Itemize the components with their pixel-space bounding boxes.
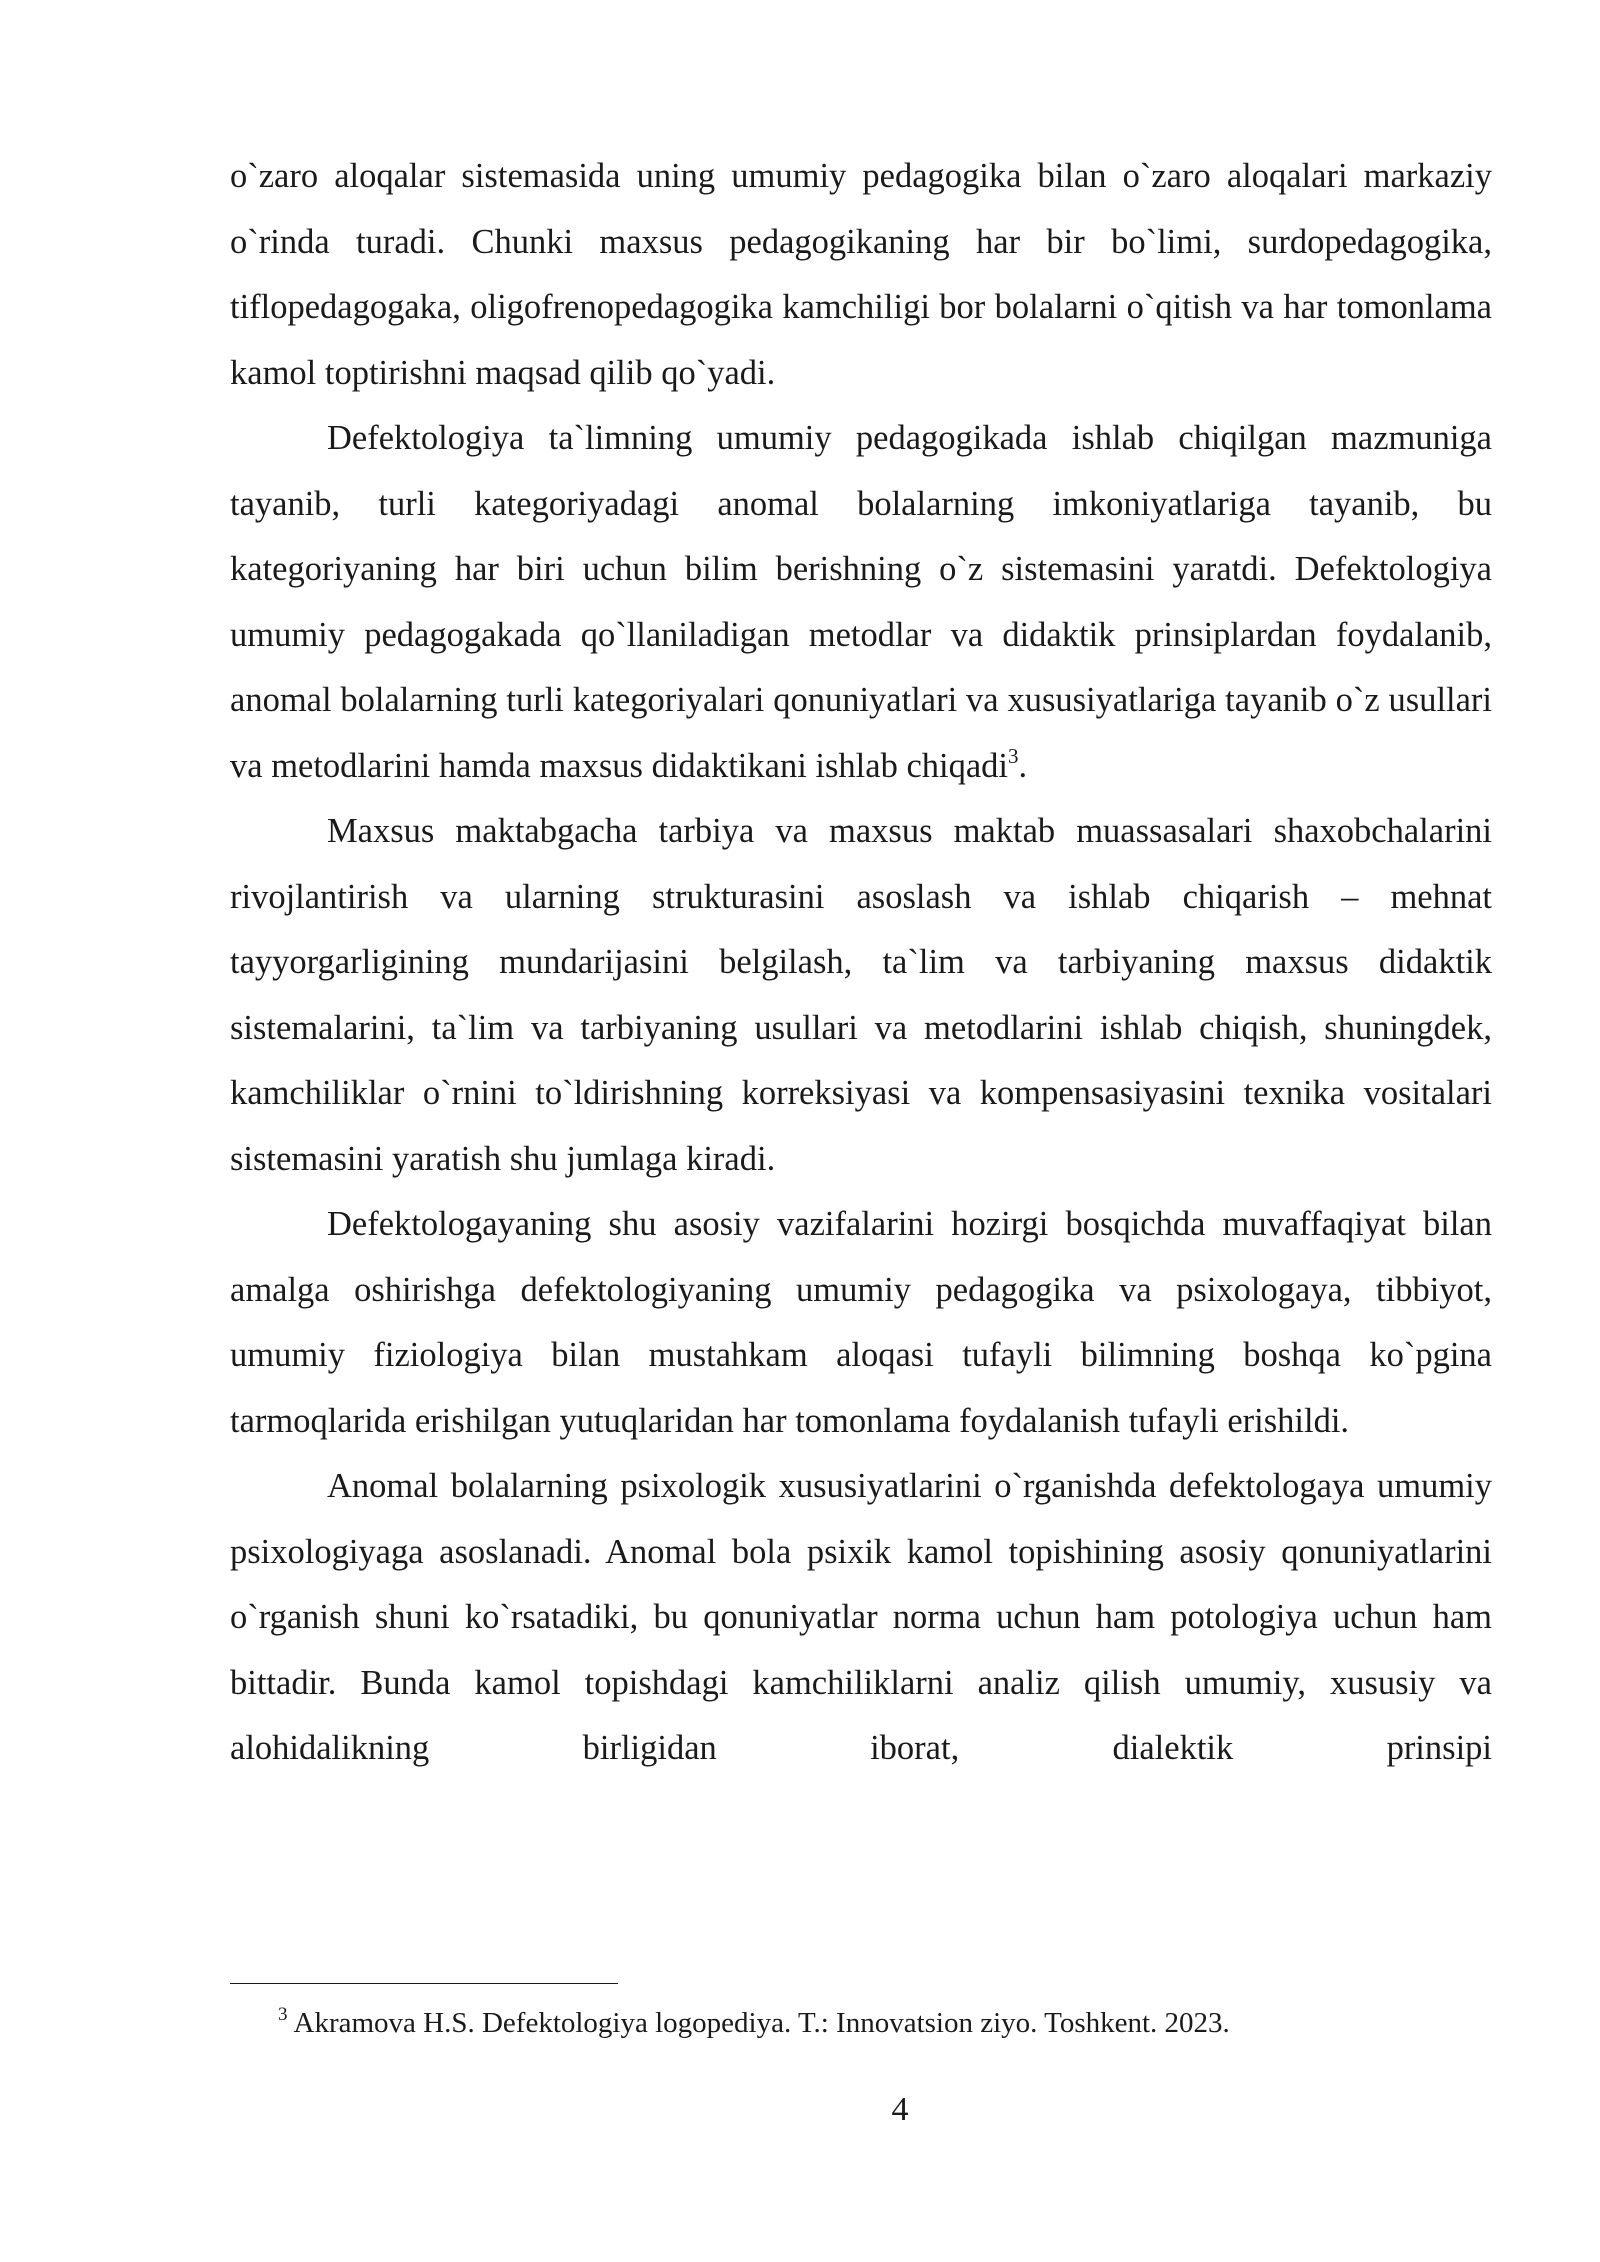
footnote-number: 3 (278, 2004, 288, 2025)
paragraph (230, 406, 1492, 799)
footnote-text: Akramova H.S. Defektologiya logopediya. T.: Innovatsion ziyo. Toshkent. 2023. (293, 2007, 1230, 2039)
footnote-reference[interactable]: 3 (1008, 743, 1019, 768)
paragraph: Anomal bolalarning psixologik xususiyatlarini o`rganishda defektologaya umumiy psixologiyaga asoslanadi. Anomal bola psixik kamol topishining asosiy qonuniyatlarini o`rganish shuni ko`rsatadiki, bu qonuniyatlar norma uchun ham potologiya uchun ham bittadir. Bunda kamol topishdagi kamchiliklarni analiz qilish umumiy, xususiy va alohidalikning birligidan iborat, dialektik prinsipi (230, 1467, 1492, 1767)
paragraph: Defektologayaning shu asosiy vazifalarini hozirgi bosqichda muvaffaqiyat bilan amalga oshirishga defektologiyaning umumiy pedagogika va psixologaya, tibbiyot, umumiy fiziologiya bilan mustahkam aloqasi tufayli bilimning boshqa ko`pgina tarmoqlarida erishilgan yutuqlaridan har tomonlama foydalanish tufayli erishildi. (230, 1205, 1492, 1440)
page-number: 4 (891, 2091, 909, 2128)
paragraph-end-punctuation: . (1018, 746, 1028, 785)
footnote-separator (230, 1983, 618, 1984)
body-text (230, 144, 1492, 1782)
paragraph-text: Defektologiya ta`limning umumiy pedagogikada ishlab chiqilgan mazmuniga tayanib, turli kategoriyadagi anomal bolalarning imkoniyatlariga tayanib, bu kategoriyaning har biri uchun bilim berishning o`z sistemasini yaratdi. Defektologiya umumiy pedagogakada qo`llaniladigan metodlar va didaktik prinsiplardan foydalanib, anomal bolalarning turli kategoriyalari qonuniyatlari va xususiyatlariga tayanib o`z usullari va metodlarini hamda maxsus didaktikani ishlab chiqadi (230, 419, 1492, 785)
page-number-container (0, 2088, 1600, 2132)
footnote (278, 2003, 1478, 2043)
paragraph-continued: o`zaro aloqalar sistemasida uning umumiy pedagogika bilan o`zaro aloqalari markaziy o`rinda turadi. Chunki maxsus pedagogikaning har bir bo`limi, surdopedagogika, tiflopedagogaka, oligofrenopedagogika kamchiligi bor bolalarni o`qitish va har tomonlama kamol toptirishni maqsad qilib qo`yadi. (230, 157, 1492, 392)
paragraph: Maxsus maktabgacha tarbiya va maxsus maktab muassasalari shaxobchalarini rivojlantirish va ularning strukturasini asoslash va ishlab chiqarish – mehnat tayyorgarligining mundarijasini belgilash, ta`lim va tarbiyaning maxsus didaktik sistemalarini, ta`lim va tarbiyaning usullari va metodlarini ishlab chiqish, shuningdek, kamchiliklar o`rnini to`ldirishning korreksiyasi va kompensasiyasini texnika vositalari sistemasini yaratish shu jumlaga kiradi. (230, 812, 1492, 1178)
